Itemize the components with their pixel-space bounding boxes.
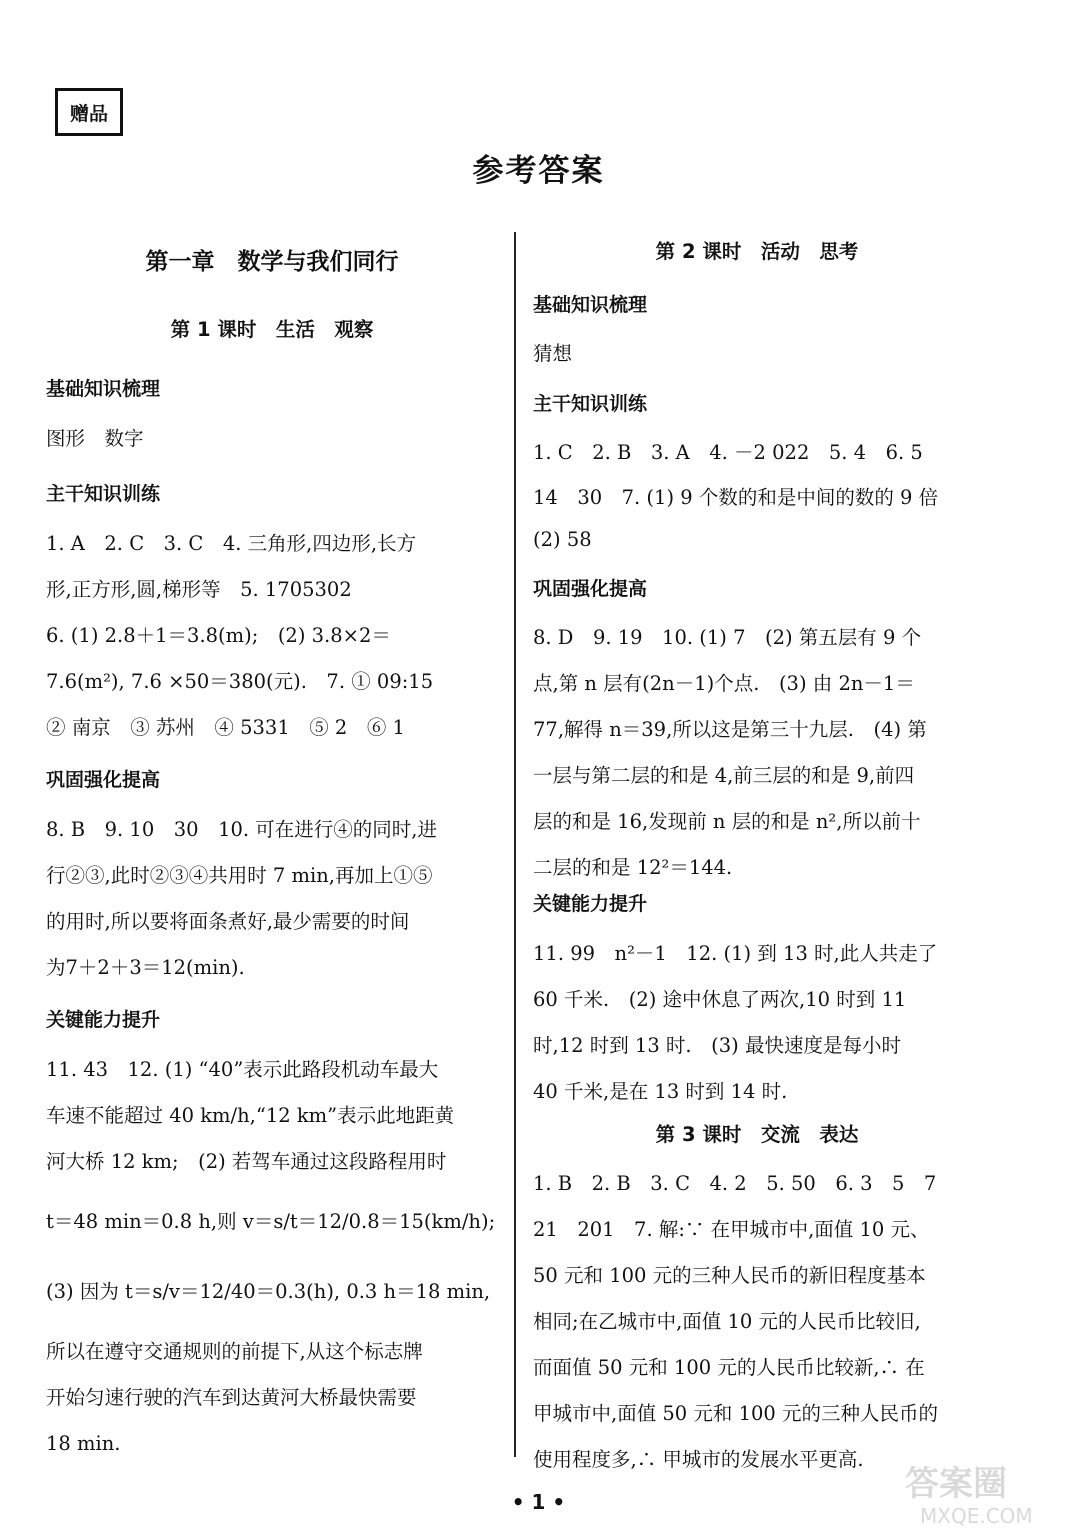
answer-line: 7.6(m²), 7.6 ×50＝380(元). 7. ① 09:15 [46,670,434,693]
answer-line: 而面值 50 元和 100 元的人民币比较新,∴ 在 [533,1356,925,1379]
answer-line: 开始匀速行驶的汽车到达黄河大桥最快需要 [46,1386,417,1409]
answer-line: ② 南京 ③ 苏州 ④ 5331 ⑤ 2 ⑥ 1 [46,716,405,739]
answer-line: 图形 数字 [46,427,144,450]
svg-text:答案圈: 答案圈 [905,1464,1007,1504]
section-heading: 巩固强化提高 [46,769,161,791]
column-divider [514,232,516,1457]
lesson-heading: 第 3 课时 交流 表达 [655,1123,859,1146]
answer-line: 甲城市中,面值 50 元和 100 元的三种人民币的 [533,1402,939,1425]
answer-line: 8. B 9. 10 30 10. 可在进行④的同时,进 [46,818,437,841]
answer-line: (3) 因为 t＝s/v＝12/40＝0.3(h), 0.3 h＝18 min, [46,1280,491,1303]
watermark-logo [900,1455,1070,1530]
answer-line: 60 千米. (2) 途中休息了两次,10 时到 11 [533,988,907,1011]
answer-line: 点,第 n 层有(2n－1)个点. (3) 由 2n－1＝ [533,672,915,695]
answer-line: 8. D 9. 19 10. (1) 7 (2) 第五层有 9 个 [533,626,922,649]
svg-text:MXQE.COM: MXQE.COM [920,1504,1033,1528]
section-heading: 基础知识梳理 [46,378,161,400]
page-title: 参考答案 [472,153,605,189]
answer-line: 形,正方形,圆,梯形等 5. 1705302 [46,578,352,601]
section-heading: 关键能力提升 [533,893,648,915]
answer-line: 行②③,此时②③④共用时 7 min,再加上①⑤ [46,864,433,887]
gift-badge: 赠品 [55,88,123,136]
chapter-heading: 第一章 数学与我们同行 [145,249,399,275]
answer-line: 77,解得 n＝39,所以这是第三十九层. (4) 第 [533,718,927,741]
page-number: • 1 • [511,1490,566,1514]
answer-line: 40 千米,是在 13 时到 14 时. [533,1080,788,1103]
answer-line: 一层与第二层的和是 4,前三层的和是 9,前四 [533,764,915,787]
answer-line: 层的和是 16,发现前 n 层的和是 n²,所以前十 [533,810,921,833]
answer-line: 二层的和是 12²＝144. [533,856,733,879]
answer-line: 1. C 2. B 3. A 4. －2 022 5. 4 6. 5 [533,441,923,464]
section-heading: 巩固强化提高 [533,578,648,600]
answer-line: 21 201 7. 解:∵ 在甲城市中,面值 10 元、 [533,1218,930,1241]
answer-line: 50 元和 100 元的三种人民币的新旧程度基本 [533,1264,926,1287]
answer-line: t＝48 min＝0.8 h,则 v＝s/t＝12/0.8＝15(km/h); [46,1210,496,1233]
answer-line: 11. 43 12. (1) “40”表示此路段机动车最大 [46,1058,439,1081]
answer-line: 猜想 [533,342,573,365]
answer-line: 使用程度多,∴ 甲城市的发展水平更高. [533,1448,864,1471]
lesson-heading: 第 2 课时 活动 思考 [655,240,859,263]
answer-line: 11. 99 n²－1 12. (1) 到 13 时,此人共走了 [533,942,938,965]
answer-line: 为7＋2＋3＝12(min). [46,956,245,979]
answer-line: (2) 58 [533,528,592,551]
section-heading: 主干知识训练 [46,483,161,505]
answer-line: 18 min. [46,1432,121,1455]
answer-line: 的用时,所以要将面条煮好,最少需要的时间 [46,910,410,933]
answer-line: 1. B 2. B 3. C 4. 2 5. 50 6. 3 5 7 [533,1172,937,1195]
section-heading: 主干知识训练 [533,393,648,415]
answer-line: 14 30 7. (1) 9 个数的和是中间的数的 9 倍 [533,486,939,509]
answer-line: 6. (1) 2.8＋1＝3.8(m); (2) 3.8×2＝ [46,624,391,647]
answer-line: 相同;在乙城市中,面值 10 元的人民币比较旧, [533,1310,921,1333]
answer-line: 所以在遵守交通规则的前提下,从这个标志牌 [46,1340,423,1363]
answer-line: 河大桥 12 km; (2) 若驾车通过这段路程用时 [46,1150,447,1173]
answer-line: 时,12 时到 13 时. (3) 最快速度是每小时 [533,1034,901,1057]
section-heading: 关键能力提升 [46,1009,161,1031]
section-heading: 基础知识梳理 [533,294,648,316]
lesson-heading: 第 1 课时 生活 观察 [170,318,374,341]
answer-line: 车速不能超过 40 km/h,“12 km”表示此地距黄 [46,1104,455,1127]
answer-line: 1. A 2. C 3. C 4. 三角形,四边形,长方 [46,532,417,555]
